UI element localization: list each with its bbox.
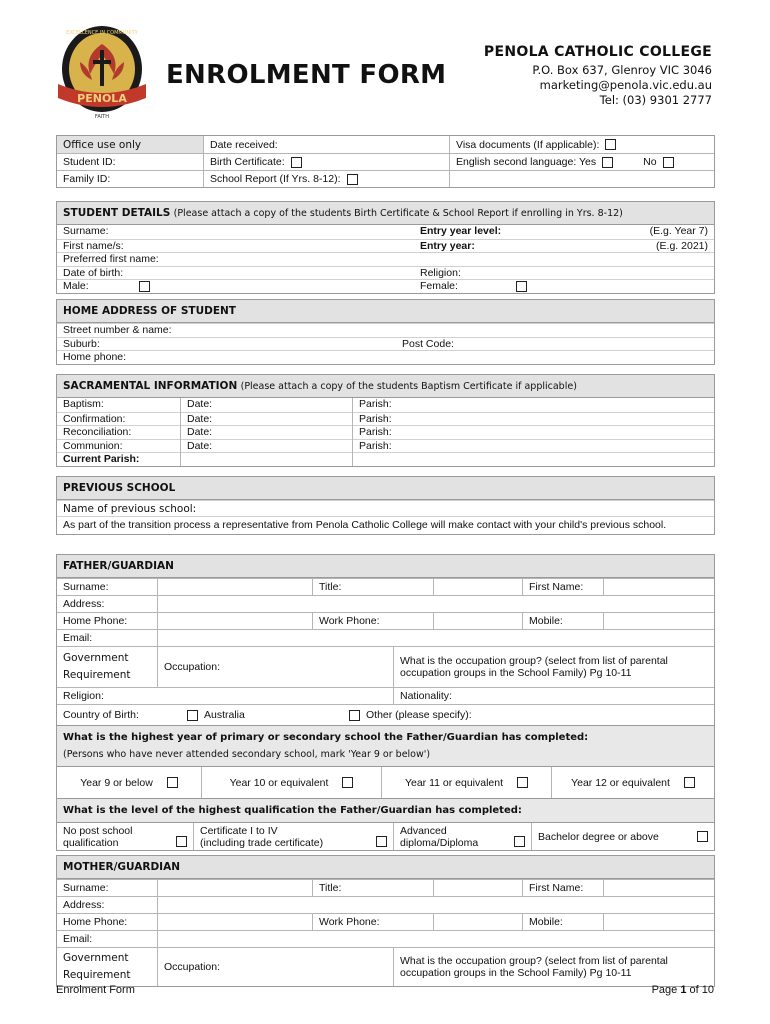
father-other-checkbox[interactable] xyxy=(349,710,360,721)
father-year9-label: Year 9 or below xyxy=(80,776,153,789)
mother-address-label: Address: xyxy=(63,899,105,911)
father-address-label: Address: xyxy=(63,598,105,610)
father-work-phone-label: Work Phone: xyxy=(312,613,433,629)
male-checkbox[interactable] xyxy=(139,281,150,292)
student-preferred-label: Preferred first name: xyxy=(57,252,414,266)
mother-mobile-label: Mobile: xyxy=(522,914,603,930)
student-details-section xyxy=(56,201,715,294)
father-qual2-checkbox[interactable] xyxy=(376,836,387,847)
female-checkbox[interactable] xyxy=(516,281,527,292)
school-report-label: School Report (If Yrs. 8-12): xyxy=(210,173,341,185)
father-header: FATHER/GUARDIAN xyxy=(57,555,714,578)
entry-year-label: Entry year: xyxy=(420,239,475,252)
footer-page-number: Page 1 of 10 xyxy=(651,984,714,996)
student-dob-label: Date of birth: xyxy=(57,266,414,280)
college-contact xyxy=(484,44,712,108)
student-female-row: Female: xyxy=(414,279,714,293)
father-occupation-label: Occupation: xyxy=(157,647,393,687)
father-firstname-label: First Name: xyxy=(522,579,603,595)
mother-occ-group-label: What is the occupation group? (select from list of parental occupation groups in the School Family) Pg 10-11 xyxy=(393,948,714,986)
previous-school-note: As part of the transition process a representative from Penola Catholic College will make contact with your child's previous school. xyxy=(57,516,714,534)
current-parish-label: Current Parish: xyxy=(57,452,180,466)
svg-text:FAITH: FAITH xyxy=(94,114,110,120)
father-year11-checkbox[interactable] xyxy=(517,777,528,788)
mother-home-phone-label: Home Phone: xyxy=(63,916,128,928)
svg-text:EXCELLENCE IN COMMUNITY: EXCELLENCE IN COMMUNITY xyxy=(66,30,138,36)
father-qual4-label: Bachelor degree or above xyxy=(538,830,659,843)
mother-occupation-label: Occupation: xyxy=(157,948,393,986)
reconciliation-parish-label: Parish: xyxy=(353,425,714,439)
mother-header: MOTHER/GUARDIAN xyxy=(57,856,714,879)
entry-level-example: (E.g. Year 7) xyxy=(649,225,708,237)
footer-form-name: Enrolment Form xyxy=(56,984,135,996)
father-qual1-checkbox[interactable] xyxy=(176,836,187,847)
mother-work-phone-label: Work Phone: xyxy=(312,914,433,930)
mother-section xyxy=(56,855,715,987)
entry-year-example: (E.g. 2021) xyxy=(656,239,708,252)
visa-docs-checkbox[interactable] xyxy=(605,139,616,150)
father-gov-req: Government Requirement xyxy=(63,652,131,681)
sacramental-section xyxy=(56,374,715,467)
baptism-parish-label: Parish: xyxy=(359,398,392,410)
father-home-phone-label: Home Phone: xyxy=(63,615,128,627)
date-received-label: Date received: xyxy=(210,138,278,151)
birth-cert-label: Birth Certificate: xyxy=(210,156,285,168)
form-title: ENROLMENT FORM xyxy=(166,60,447,90)
father-nationality-label: Nationality: xyxy=(393,688,714,704)
home-phone-label: Home phone: xyxy=(57,350,714,364)
father-qual-question: What is the level of the highest qualification the Father/Guardian has completed: xyxy=(57,798,714,822)
father-title-label: Title: xyxy=(312,579,433,595)
baptism-date-label: Date: xyxy=(187,398,213,410)
previous-school-header: PREVIOUS SCHOOL xyxy=(57,477,714,500)
esl-no-label: No xyxy=(643,156,657,168)
reconciliation-label: Reconciliation: xyxy=(57,425,180,439)
previous-school-name-label: Name of previous school: xyxy=(57,500,714,516)
esl-no-checkbox[interactable] xyxy=(663,157,674,168)
mother-gov-req: Government Requirement xyxy=(63,952,131,981)
father-mobile-label: Mobile: xyxy=(522,613,603,629)
street-label: Street number & name: xyxy=(57,323,714,337)
college-address: P.O. Box 637, Glenroy VIC 3046 xyxy=(532,63,712,77)
father-occ-group-label: What is the occupation group? (select from list of parental occupation groups in the School Family) Pg 10-11 xyxy=(393,647,714,687)
father-religion-label: Religion: xyxy=(63,690,104,702)
father-year10-checkbox[interactable] xyxy=(342,777,353,788)
visa-docs-label: Visa documents (If applicable): xyxy=(456,138,600,151)
father-cob-label: Country of Birth: xyxy=(63,709,139,721)
communion-date-label: Date: xyxy=(181,439,352,453)
father-qual4-checkbox[interactable] xyxy=(697,831,708,842)
student-id-label: Student ID: xyxy=(63,156,116,168)
father-year12-checkbox[interactable] xyxy=(684,777,695,788)
father-year12-label: Year 12 or equivalent xyxy=(571,776,670,789)
entry-level-label: Entry year level: xyxy=(420,225,502,237)
esl-label: English second language: Yes xyxy=(456,156,597,168)
svg-text:PENOLA: PENOLA xyxy=(77,92,127,105)
school-report-checkbox[interactable] xyxy=(347,174,358,185)
office-use-table xyxy=(56,135,715,188)
student-religion-label: Religion: xyxy=(414,266,714,280)
baptism-label: Baptism: xyxy=(63,398,104,410)
mother-email-label: Email: xyxy=(63,933,93,945)
father-year10-label: Year 10 or equivalent xyxy=(229,776,329,789)
confirmation-date-label: Date: xyxy=(181,412,352,426)
home-address-section xyxy=(56,299,715,365)
father-year9-checkbox[interactable] xyxy=(167,777,178,788)
father-year11-label: Year 11 or equivalent xyxy=(404,776,504,789)
college-crest-logo xyxy=(52,22,152,122)
sacramental-header: SACRAMENTAL INFORMATION (Please attach a copy of the students Baptism Certificate if applicable) xyxy=(57,375,714,398)
father-qual3-checkbox[interactable] xyxy=(514,836,525,847)
mother-title-label: Title: xyxy=(312,880,433,896)
birth-cert-checkbox[interactable] xyxy=(291,157,302,168)
father-other-label: Other (please specify): xyxy=(366,709,472,721)
suburb-label: Suburb: xyxy=(63,337,100,350)
office-use-title: Office use only xyxy=(57,136,203,153)
mother-surname-label: Surname: xyxy=(63,882,109,894)
father-australia-label: Australia xyxy=(204,709,245,721)
student-male-row: Male: xyxy=(57,279,414,293)
postcode-label: Post Code: xyxy=(402,337,454,350)
college-name: PENOLA CATHOLIC COLLEGE xyxy=(483,44,712,60)
student-details-header: STUDENT DETAILS (Please attach a copy of the students Birth Certificate & School Report if enrolling in Yrs. 8-12) xyxy=(57,202,714,225)
father-surname-label: Surname: xyxy=(63,581,109,593)
college-phone: Tel: (03) 9301 2777 xyxy=(599,93,712,107)
father-australia-checkbox[interactable] xyxy=(187,710,198,721)
home-address-header: HOME ADDRESS OF STUDENT xyxy=(57,300,714,323)
confirmation-parish-label: Parish: xyxy=(353,412,714,426)
father-qual1-label: No post school qualification xyxy=(63,824,133,849)
college-email: marketing@penola.vic.edu.au xyxy=(539,78,712,92)
confirmation-label: Confirmation: xyxy=(57,412,180,426)
father-email-label: Email: xyxy=(63,632,93,644)
student-firstname-label: First name/s: xyxy=(57,239,414,253)
student-surname-label: Surname: xyxy=(63,225,109,237)
father-qual3-label: Advanced diploma/Diploma xyxy=(400,824,479,849)
mother-firstname-label: First Name: xyxy=(522,880,603,896)
communion-parish-label: Parish: xyxy=(353,439,714,453)
communion-label: Communion: xyxy=(57,439,180,453)
family-id-label: Family ID: xyxy=(63,173,111,185)
previous-school-section xyxy=(56,476,715,535)
father-school-question: What is the highest year of primary or secondary school the Father/Guardian has completed: (Persons who have never attended secondary school, mark 'Year 9 or below') xyxy=(57,725,714,766)
father-section xyxy=(56,554,715,851)
father-qual2-label: Certificate I to IV (including trade certificate) xyxy=(200,824,324,849)
reconciliation-date-label: Date: xyxy=(181,425,352,439)
esl-yes-checkbox[interactable] xyxy=(602,157,613,168)
